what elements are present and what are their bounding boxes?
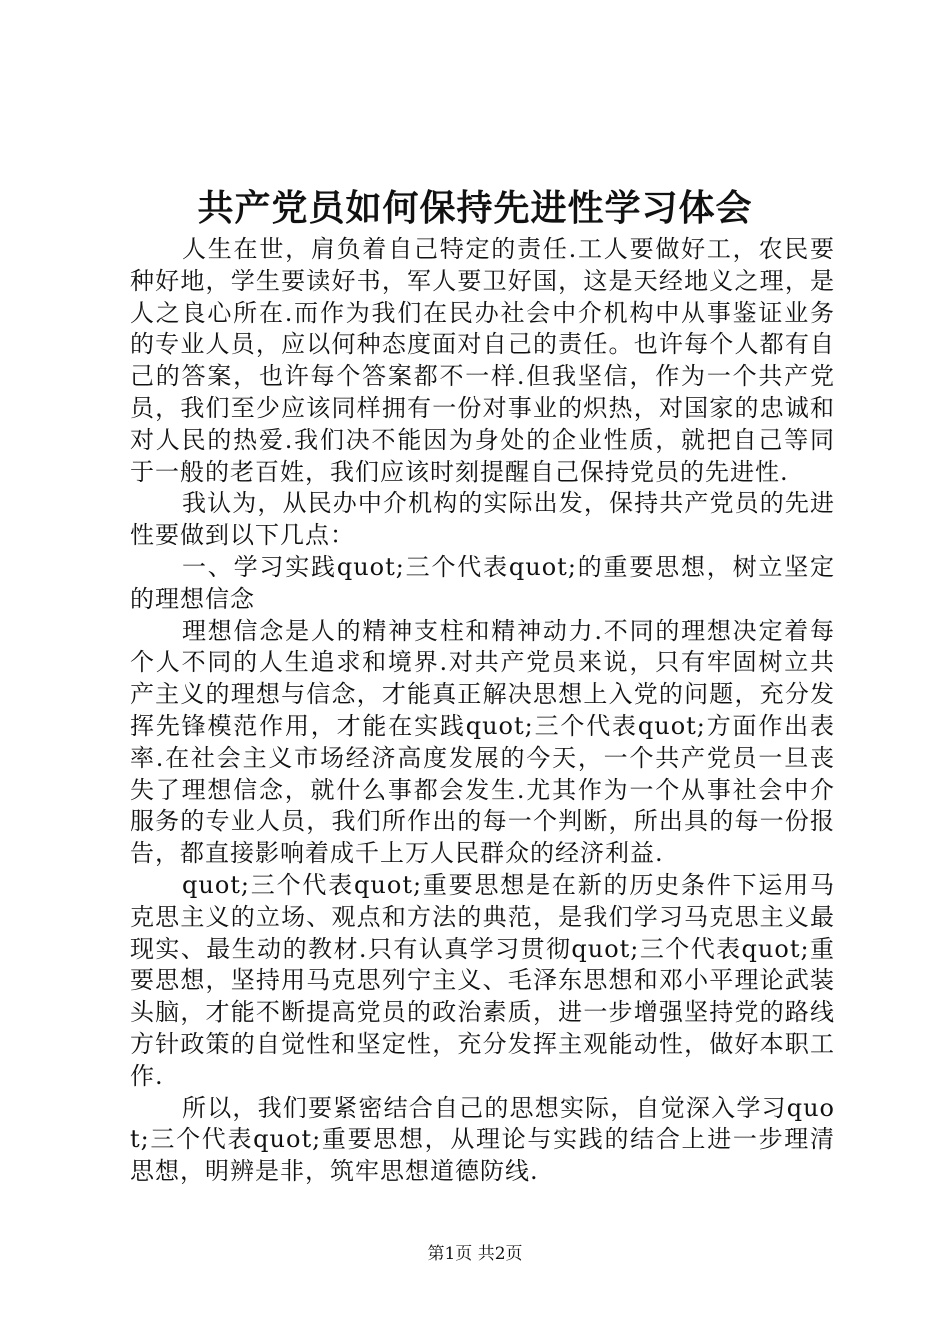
paragraph-three-represents: quot;三个代表quot;重要思想是在新的历史条件下运用马克思主义的立场、观点和方法的典范，是我们学习马克思主义最现实、最生动的教材.只有认真学习贯彻quot;三个代表quot;重要思想，坚持用马克思列宁主义、毛泽东思想和邓小平理论武装头脑，才能不断提高党员的政治素质，进一步增强坚持党的路线方针政策的自觉性和坚定性，充分发挥主观能动性，做好本职工作.: [130, 870, 835, 1090]
page-footer: 第1页 共2页: [427, 1244, 523, 1264]
section-heading-one: 一、学习实践quot;三个代表quot;的重要思想，树立坚定的理想信念: [130, 552, 835, 613]
paragraph-intro: 人生在世，肩负着自己特定的责任.工人要做好工，农民要种好地，学生要读好书，军人要卫好国，这是天经地义之理，是人之良心所在.而作为我们在民办社会中介机构中从事鉴证业务的专业人员，应以何种态度面对自己的责任。也许每个人都有自己的答案，也许每个答案都不一样.但我坚信，作为一个共产党员，我们至少应该同样拥有一份对事业的炽热，对国家的忠诚和对人民的热爱.我们决不能因为身处的企业性质，就把自己等同于一般的老百姓，我们应该时刻提醒自己保持党员的先进性.: [130, 235, 835, 486]
paragraph-ideals: 理想信念是人的精神支柱和精神动力.不同的理想决定着每个人不同的人生追求和境界.对共产党员来说，只有牢固树立共产主义的理想与信念，才能真正解决思想上入党的问题，充分发挥先锋模范作用，才能在实践quot;三个代表quot;方面作出表率.在社会主义市场经济高度发展的今天，一个共产党员一旦丧失了理想信念，就什么事都会发生.尤其作为一个从事社会中介服务的专业人员，我们所作出的每一个判断，所出具的每一份报告，都直接影响着成千上万人民群众的经济利益.: [130, 616, 835, 868]
paragraph-points-lead: 我认为，从民办中介机构的实际出发，保持共产党员的先进性要做到以下几点：: [130, 489, 835, 550]
paragraph-conclusion: 所以，我们要紧密结合自己的思想实际，自觉深入学习quot;三个代表quot;重要思想，从理论与实践的结合上进一步理清思想，明辨是非，筑牢思想道德防线.: [130, 1093, 835, 1186]
document-body: [130, 234, 835, 1188]
document-title: 共产党员如何保持先进性学习体会: [197, 187, 753, 229]
